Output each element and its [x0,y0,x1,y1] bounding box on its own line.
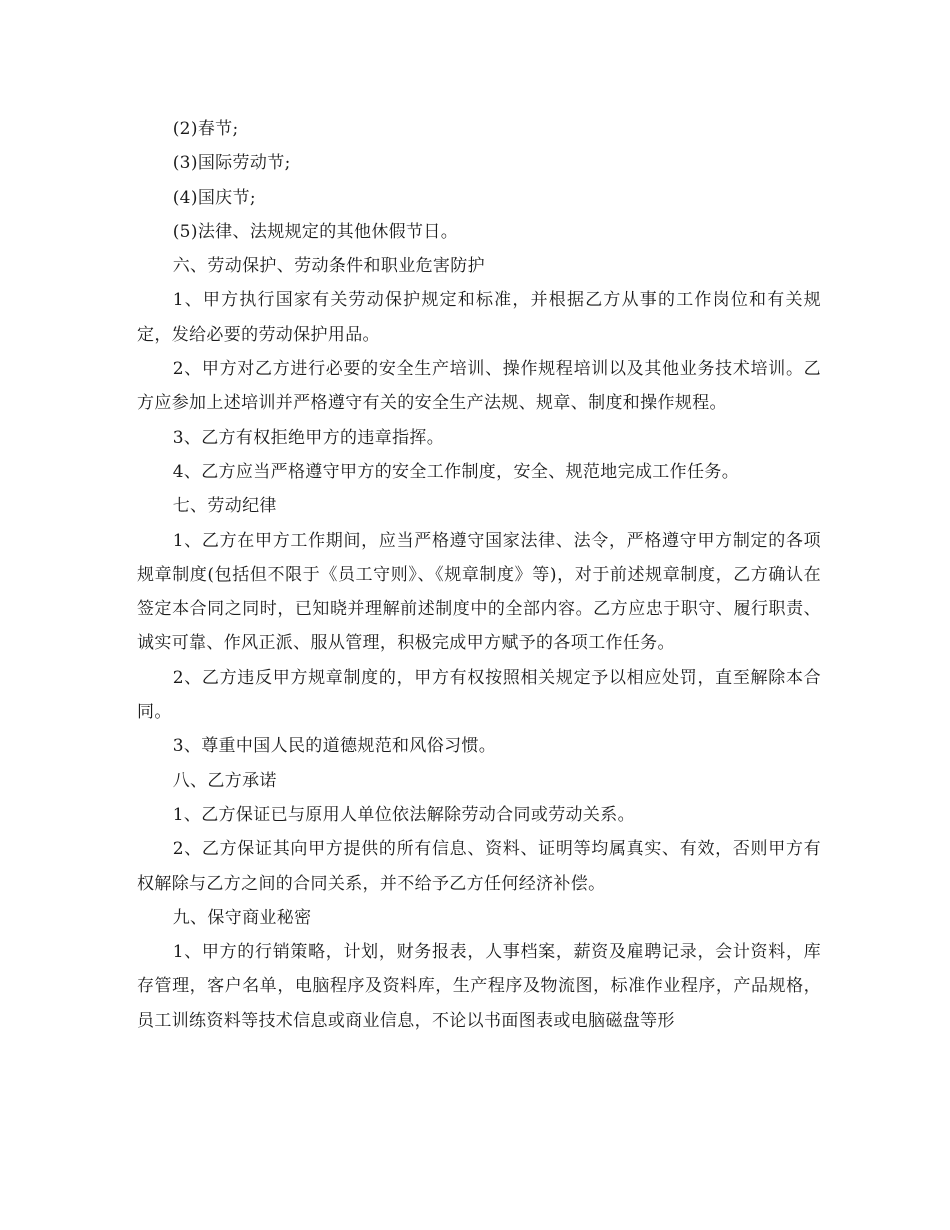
paragraph-6-1: 1、甲方执行国家有关劳动保护规定和标准，并根据乙方从事的工作岗位和有关规定，发给必要的劳动保护用品。 [137,290,821,345]
section-heading-8: 八、乙方承诺 [172,770,277,791]
section-heading-6: 六、劳动保护、劳动条件和职业危害防护 [172,256,485,277]
paragraph-list-item-2: (2)春节; [172,119,239,139]
paragraph-6-4: 4、乙方应当严格遵守甲方的安全工作制度，安全、规范地完成工作任务。 [172,461,740,482]
paragraph-list-item-5: (5)法律、法规规定的其他休假节日。 [172,221,459,242]
paragraph-6-3: 3、乙方有权拒绝甲方的违章指挥。 [172,427,445,448]
paragraph-list-item-3: (3)国际劳动节; [172,153,291,174]
paragraph-7-2: 2、乙方违反甲方规章制度的，甲方有权按照相关规定予以相应处罚，直至解除本合同。 [137,667,821,723]
paragraph-7-1: 1、乙方在甲方工作期间，应当严格遵守国家法律、法令，严格遵守甲方制定的各项规章制度(包括但不限于《员工守则》、《规章制度》等)，对于前述规章制度，乙方确认在签定本合同之同时，已知晓并理解前述制度中的全部内容。乙方应忠于职守、履行职责、诚实可靠、作风正派、服从管理，积极完成甲方赋予的各项工作任务。 [137,530,821,654]
section-heading-9: 九、保守商业秘密 [172,907,312,928]
paragraph-8-2: 2、乙方保证其向甲方提供的所有信息、资料、证明等均属真实、有效，否则甲方有权解除与乙方之间的合同关系，并不给予乙方任何经济补偿。 [137,839,821,894]
section-heading-7: 七、劳动纪律 [172,496,277,517]
paragraph-8-1: 1、乙方保证已与原用人单位依法解除劳动合同或劳动关系。 [172,804,635,825]
paragraph-list-item-4: (4)国庆节; [172,187,256,208]
paragraph-7-3: 3、尊重中国人民的道德规范和风俗习惯。 [172,736,497,757]
paragraph-6-2: 2、甲方对乙方进行必要的安全生产培训、操作规程培训以及其他业务技术培训。乙方应参加上述培训并严格遵守有关的安全生产法规、规章、制度和操作规程。 [137,359,821,414]
document-body [137,112,821,1038]
paragraph-9-1: 1、甲方的行销策略，计划，财务报表，人事档案，薪资及雇聘记录，会计资料，库存管理，客户名单，电脑程序及资料库，生产程序及物流图，标准作业程序，产品规格，员工训练资料等技术信息或商业信息，不论以书面图表或电脑磁盘等形 [137,942,821,1031]
